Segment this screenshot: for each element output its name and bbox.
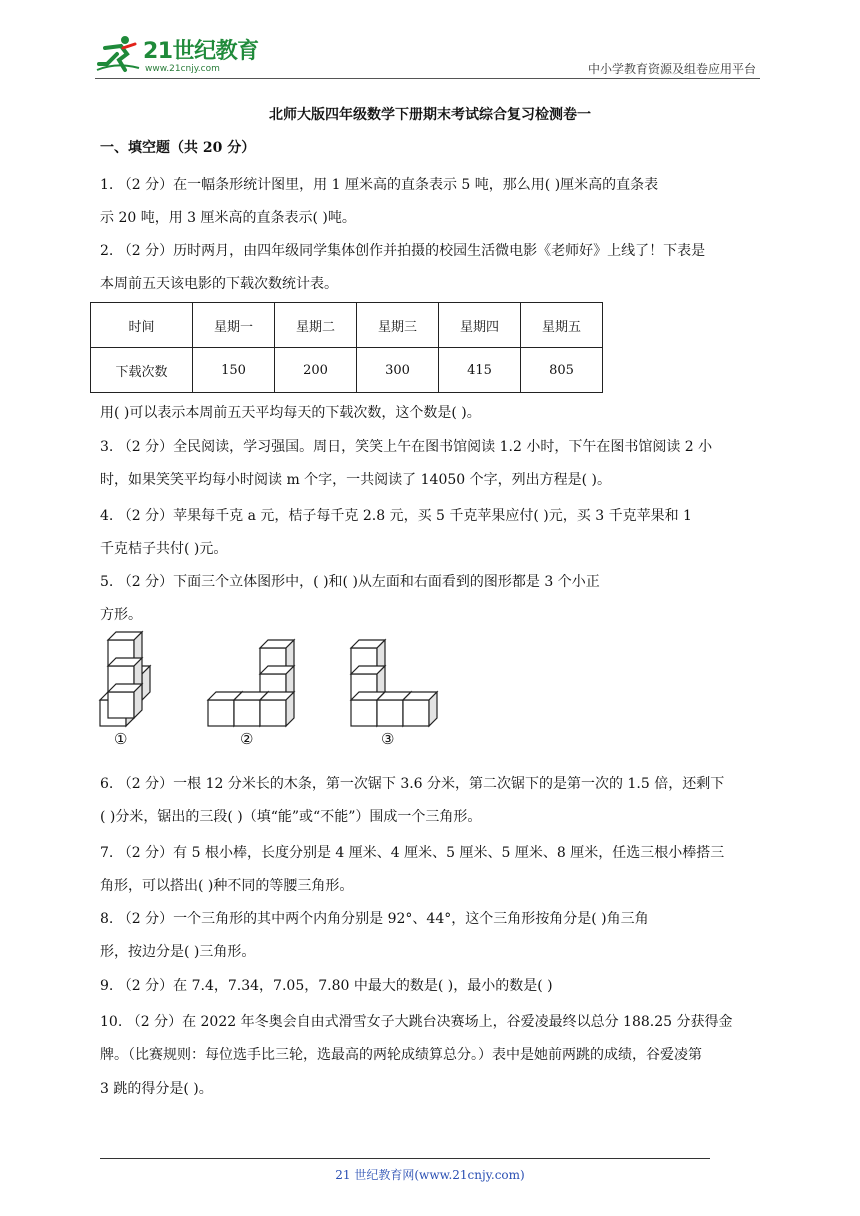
table-header-cell: 星期二 (275, 303, 357, 348)
platform-label: 中小学教育资源及组卷应用平台 (587, 62, 756, 76)
table-header-cell: 星期三 (357, 303, 439, 348)
logo (95, 34, 265, 74)
question-5-line-2: 方形。 (100, 607, 142, 623)
header-divider (95, 78, 760, 79)
footer-link[interactable]: 21 世纪教育网(www.21cnjy.com) (335, 1168, 525, 1182)
table-header-cell: 星期一 (193, 303, 275, 348)
question-7-line-1: 7. （2 分）有 5 根小棒，长度分别是 4 厘米、4 厘米、5 厘米、5 厘米、8 厘米，任选三根小棒搭三 (100, 845, 725, 861)
table-cell: 150 (193, 348, 275, 393)
cube-figures (90, 628, 470, 753)
question-2-line-2: 本周前五天该电影的下载次数统计表。 (100, 276, 338, 292)
figure-label-2: ② (240, 730, 254, 748)
question-10-line-3: 3 跳的得分是( )。 (100, 1081, 213, 1097)
question-1-line-1: 1. （2 分）在一幅条形统计图里，用 1 厘米高的直条表示 5 吨，那么用( )厘米高的直条表 (100, 177, 659, 193)
question-8-line-2: 形，按边分是( )三角形。 (100, 944, 256, 960)
figure-2 (208, 640, 294, 726)
figure-label-1: ① (114, 730, 128, 748)
table-row (91, 348, 603, 393)
table-header-cell: 时间 (91, 303, 193, 348)
question-5-line-1: 5. （2 分）下面三个立体图形中，( )和( )从左面和右面看到的图形都是 3 个小正 (100, 574, 600, 590)
runner-logo-icon (95, 34, 141, 74)
question-8-line-1: 8. （2 分）一个三角形的其中两个内角分别是 92°、44°，这个三角形按角分是( )角三角 (100, 911, 649, 927)
question-2-line-1: 2. （2 分）历时两月，由四年级同学集体创作并拍摄的校园生活微电影《老师好》上线了！下表是 (100, 243, 706, 259)
question-4-line-1: 4. （2 分）苹果每千克 a 元，桔子每千克 2.8 元，买 5 千克苹果应付( )元，买 3 千克苹果和 1 (100, 508, 692, 524)
question-7-line-2: 角形，可以搭出( )种不同的等腰三角形。 (100, 878, 354, 894)
question-9-line-1: 9. （2 分）在 7.4，7.34，7.05，7.80 中最大的数是( )，最小的数是( ) (100, 978, 553, 994)
question-1-line-2: 示 20 吨，用 3 厘米高的直条表示( )吨。 (100, 210, 356, 226)
question-4-line-2: 千克桔子共付( )元。 (100, 541, 228, 557)
question-3-line-1: 3. （2 分）全民阅读，学习强国。周日，笑笑上午在图书馆阅读 1.2 小时，下午在图书馆阅读 2 小 (100, 439, 713, 455)
page-header (95, 30, 760, 82)
section-heading: 一、填空题（共 20 分） (100, 140, 256, 156)
table-cell: 300 (357, 348, 439, 393)
footer-divider (100, 1158, 710, 1159)
table-header-cell: 星期五 (521, 303, 603, 348)
table-cell: 805 (521, 348, 603, 393)
table-header-cell: 星期四 (439, 303, 521, 348)
figure-label-3: ③ (381, 730, 395, 748)
table-cell: 415 (439, 348, 521, 393)
logo-text: 21世纪教育 (143, 39, 259, 64)
question-10-line-1: 10. （2 分）在 2022 年冬奥会自由式滑雪女子大跳台决赛场上，谷爱凌最终以总分 188.25 分获得金 (100, 1014, 733, 1030)
question-10-line-2: 牌。（比赛规则：每位选手比三轮，选最高的两轮成绩算总分。）表中是她前两跳的成绩，谷爱凌第 (100, 1047, 702, 1063)
question-3-line-2: 时，如果笑笑平均每小时阅读 m 个字，一共阅读了 14050 个字，列出方程是( )。 (100, 472, 611, 488)
question-2-answer-line: 用( )可以表示本周前五天平均每天的下载次数，这个数是( )。 (100, 405, 481, 421)
table-row-label: 下载次数 (91, 348, 193, 393)
logo-url: www.21cnjy.com (145, 64, 220, 74)
table-header-row (91, 303, 603, 348)
question-6-line-1: 6. （2 分）一根 12 分米长的木条，第一次锯下 3.6 分米，第二次锯下的是第一次的 1.5 倍，还剩下 (100, 776, 725, 792)
question-6-line-2: ( )分米，锯出的三段( )（填“能”或“不能”）围成一个三角形。 (100, 809, 482, 825)
figure-1 (100, 632, 150, 726)
table-cell: 200 (275, 348, 357, 393)
download-table (90, 302, 603, 393)
figure-3 (351, 640, 437, 726)
page-title: 北师大版四年级数学下册期末考试综合复习检测卷一 (269, 107, 591, 123)
